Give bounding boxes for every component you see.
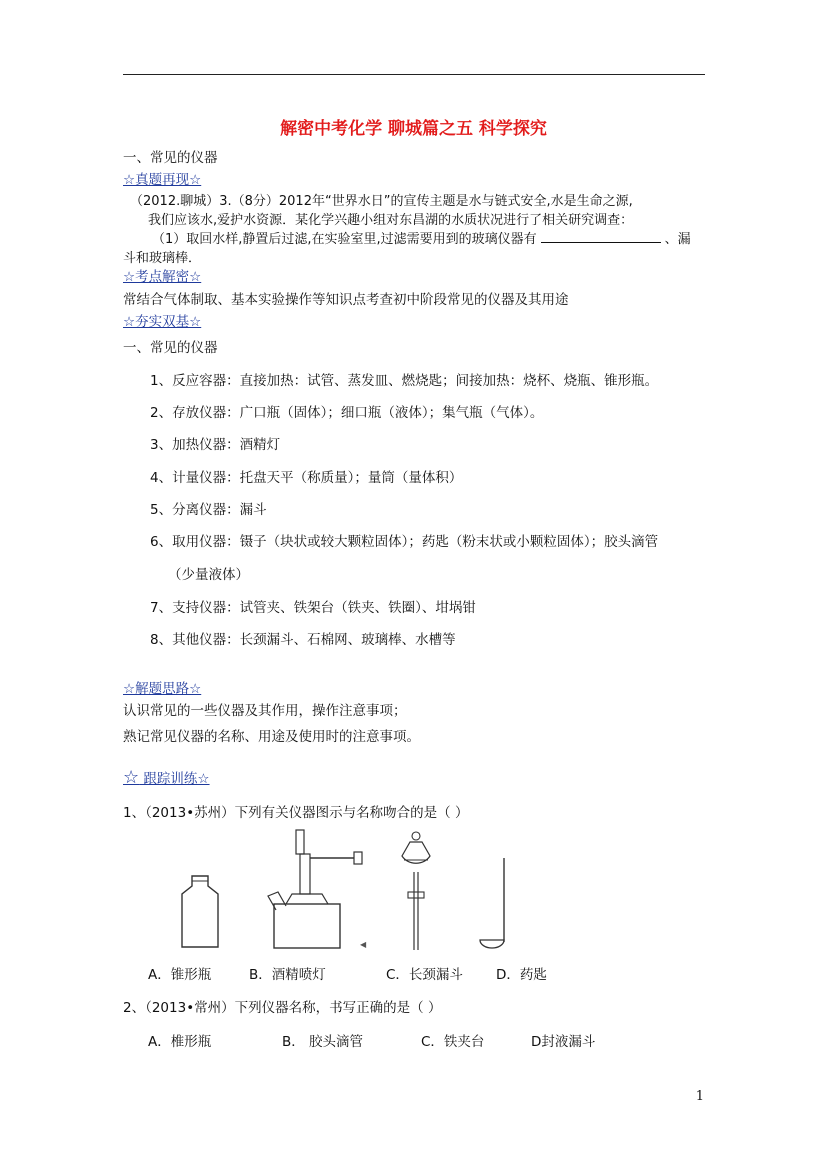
page-number: 1 (695, 1089, 704, 1104)
genzong-heading-text: 跟踪训练☆ (139, 771, 210, 787)
list-item-continued: （少量液体） (168, 567, 249, 583)
question-2: 2、（2013•常州）下列仪器名称，书写正确的是（ ） (123, 1000, 442, 1016)
q1-option-c[interactable]: C．长颈漏斗 (386, 967, 463, 983)
alcohol-blowtorch-icon (262, 826, 374, 950)
list-item: 7、支持仪器：试管夹、铁架台（铁夹、铁圈）、坩埚钳 (150, 600, 476, 616)
list-item: 2、存放仪器：广口瓶（固体）；细口瓶（液体）；集气瓶（气体）。 (150, 405, 544, 421)
zhenti-line-3-text: （1）取回水样,静置后过滤,在实验室里,过滤需要用到的玻璃仪器有 (152, 232, 537, 247)
jieti-line-1: 认识常见的一些仪器及其作用，操作注意事项； (123, 703, 407, 719)
list-item: 3、加热仪器：酒精灯 (150, 437, 281, 453)
jieti-line-2: 熟记常见仪器的名称、用途及使用时的注意事项。 (123, 729, 420, 745)
q2-option-c[interactable]: C．铁夹台 (421, 1034, 485, 1050)
list-item: 5、分离仪器：漏斗 (150, 502, 267, 518)
star-icon: ☆ (123, 767, 140, 788)
medicine-spoon-icon (476, 856, 510, 952)
list-item: 1、反应容器：直接加热：试管、蒸发皿、燃烧匙；间接加热：烧杯、烧瓶、锥形瓶。 (150, 373, 659, 389)
q1-option-b[interactable]: B．酒精喷灯 (249, 967, 326, 983)
header-rule (123, 74, 705, 75)
zhenti-line-1: （2012.聊城）3.（8分）2012年“世界水日”的宣传主题是水与链式安全,水是生命之源, (130, 194, 633, 209)
hangshi-heading[interactable]: ☆夯实双基☆ (123, 314, 202, 330)
kaodian-heading[interactable]: ☆考点解密☆ (123, 269, 202, 285)
q1-option-d[interactable]: D．药匙 (496, 967, 547, 983)
section-heading-2: 一、常见的仪器 (123, 340, 218, 356)
jieti-heading[interactable]: ☆解题思路☆ (123, 681, 202, 697)
q2-option-b[interactable]: B． 胶头滴管 (282, 1034, 364, 1050)
separatory-funnel-icon (396, 830, 436, 952)
zhenti-line-3-tail: 、漏 (664, 232, 691, 247)
genzong-heading[interactable] (123, 767, 210, 788)
q1-option-a[interactable]: A．锥形瓶 (148, 967, 212, 983)
arrow-marker-icon: ◀ (360, 940, 367, 949)
q2-option-d[interactable]: D封液漏斗 (531, 1034, 596, 1050)
zhenti-heading[interactable]: ☆真题再现☆ (123, 172, 202, 188)
question-1: 1、（2013•苏州）下列有关仪器图示与名称吻合的是（ ） (123, 805, 469, 821)
zhenti-line-2: 我们应该水,爱护水资源．某化学兴趣小组对东昌湖的水质状况进行了相关研究调查： (148, 213, 634, 228)
page-title: 解密中考化学 聊城篇之五 科学探究 (280, 119, 547, 139)
wide-mouth-bottle-icon (176, 874, 224, 950)
list-item: 4、计量仪器：托盘天平（称质量）；量筒（量体积） (150, 470, 463, 486)
list-item: 8、其他仪器：长颈漏斗、石棉网、玻璃棒、水槽等 (150, 632, 456, 648)
list-item: 6、取用仪器：镊子（块状或较大颗粒固体）；药匙（粉末状或小颗粒固体）；胶头滴管 (150, 534, 659, 550)
zhenti-line-4: 斗和玻璃棒． (123, 251, 202, 266)
answer-blank[interactable] (541, 230, 661, 243)
zhenti-line-3 (152, 228, 691, 247)
q2-option-a[interactable]: A．椎形瓶 (148, 1034, 212, 1050)
kaodian-text: 常结合气体制取、基本实验操作等知识点考查初中阶段常见的仪器及其用途 (123, 292, 569, 308)
section-heading: 一、常见的仪器 (123, 150, 218, 166)
